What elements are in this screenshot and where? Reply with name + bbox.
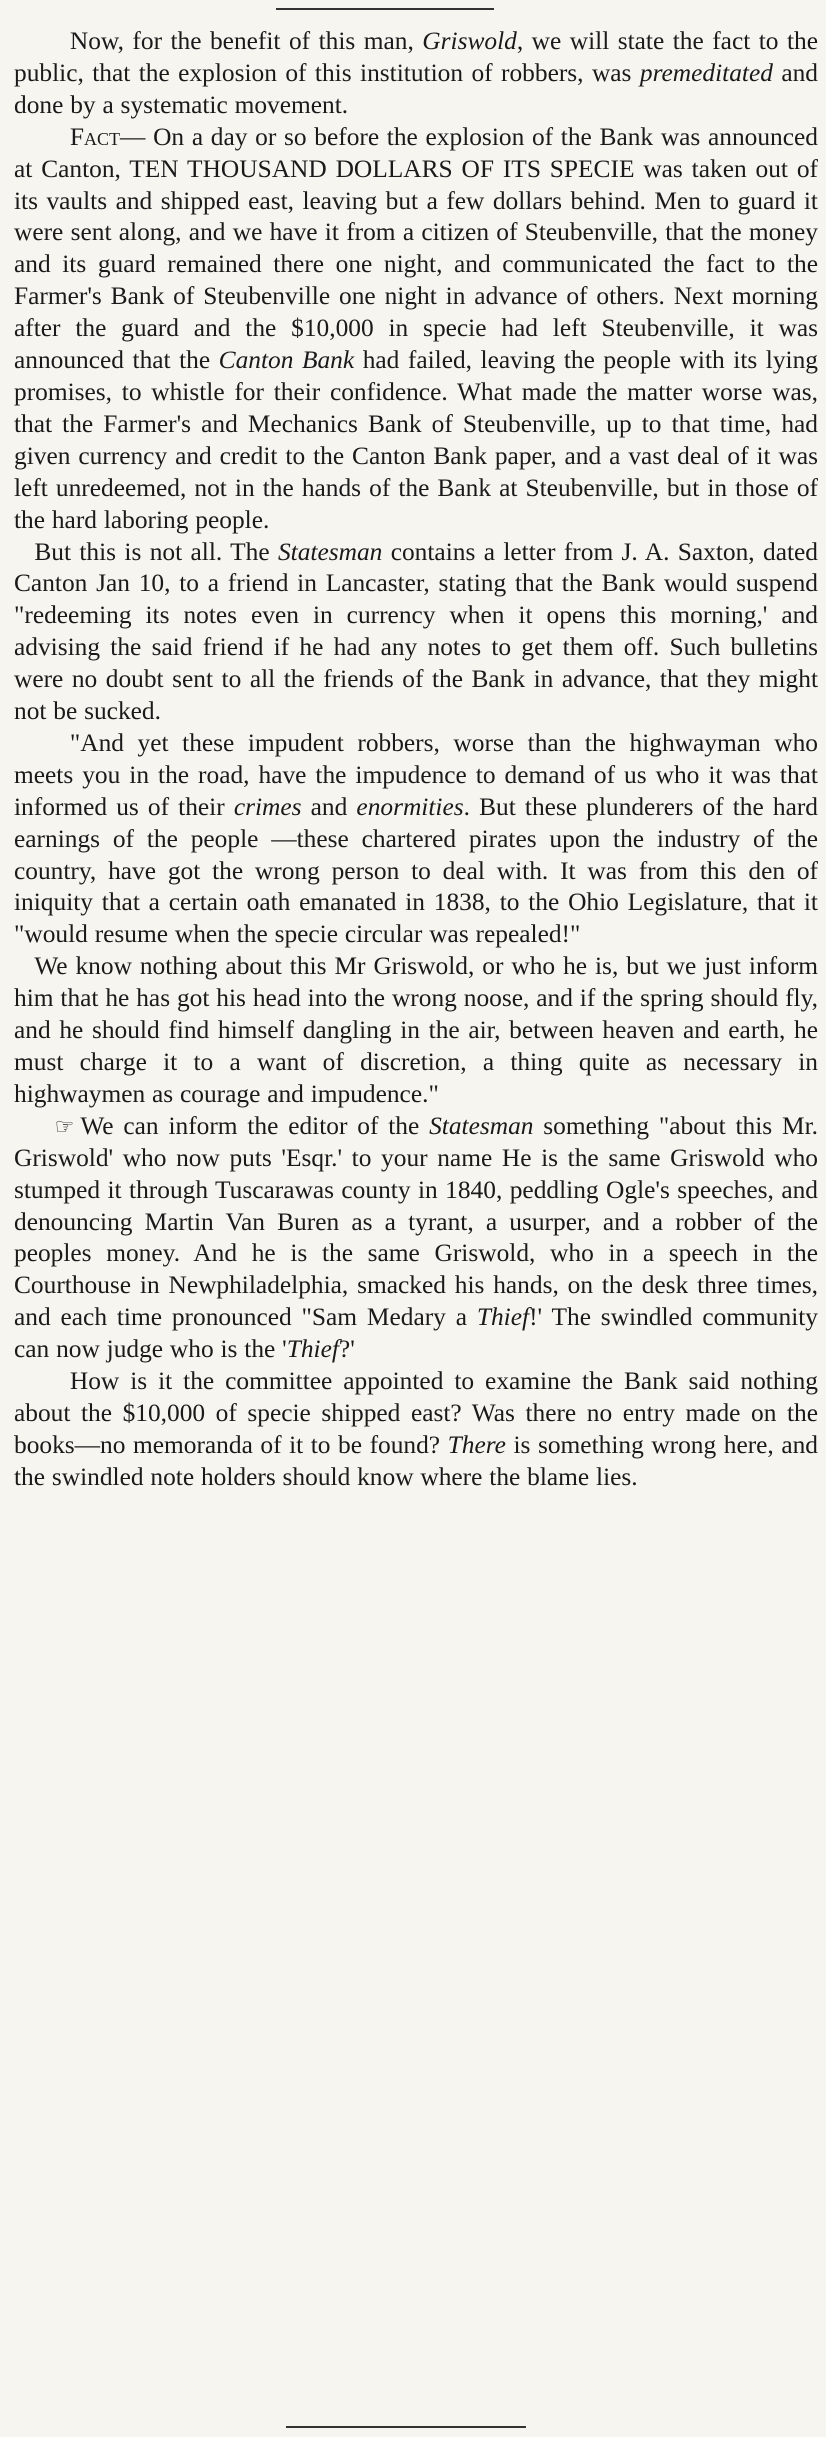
text-run: — On a day or so before the explosion of the Bank was announced at Canton, TEN THOUSAND DOLLARS OF ITS SPECIE was taken out of its vaults and shipped east, leaving but a few dollars behind. Men to guard it were sent along, and we have it from a citizen of Steubenville, that the money and its guard remained there one night, and communicated the fact to the Farmer's Bank of Steubenville one night in advance of others. Next morning after the guard and the $10,000 in specie had left Steubenville, it was announced that the — [14, 122, 818, 375]
text-run: enormities — [356, 792, 464, 821]
text-run: Griswold — [422, 27, 517, 55]
text-run: !' The swindled community can now judge who is the ' — [14, 1303, 819, 1364]
para-statesman — [14, 537, 818, 728]
text-run: and done by a systematic movement. — [14, 58, 818, 119]
text-run: Thief — [286, 1335, 339, 1364]
para-noose — [14, 951, 818, 1111]
text-run: Canton Bank — [218, 346, 355, 375]
text-run: , we will state the fact to the public, that the explosion of this institution of robbers, was — [14, 27, 818, 87]
top-divider-rule — [276, 8, 494, 10]
text-run: Fact — [69, 122, 120, 151]
text-run: We know nothing about this Mr Griswold, or who he is, but we just inform him that he has got his head into the wrong noose, and if the spring should fly, and he should find himself dangling in the air, between heaven and earth, he must charge it to a want of discretion, a thing quite as necessary in highwaymen as courage and impudence." — [14, 952, 818, 1108]
text-run: But this is not all. The — [34, 537, 278, 566]
text-run: There — [447, 1430, 506, 1459]
para-editor — [14, 1111, 818, 1366]
article-body — [14, 26, 818, 1494]
text-run: ?' — [338, 1335, 355, 1364]
text-run: and — [301, 792, 357, 821]
para-committee — [14, 1366, 818, 1494]
para-fact — [14, 122, 818, 537]
para-impudent — [14, 728, 818, 951]
text-run: is something wrong here, and the swindled note holders should know where the blame lies. — [14, 1430, 818, 1491]
text-run: Thief — [476, 1303, 530, 1332]
text-run: Statesman — [429, 1111, 534, 1140]
text-run: Statesman — [277, 537, 383, 566]
text-run: "And yet these impudent robbers, worse than the highwayman who meets you in the road, have the impudence to demand of us who it was that informed us of their — [14, 728, 818, 821]
text-run: Now, for the benefit of this man, — [69, 27, 423, 55]
pointing-hand-icon: ☞ — [54, 1113, 75, 1139]
para-intro — [14, 26, 818, 122]
text-run: We can inform the editor of the — [80, 1111, 430, 1140]
text-run: contains a letter from J. A. Saxton, dated Canton Jan 10, to a friend in Lancaster, stating that the Bank would suspend "redeeming its notes even in currency when it opens this morning,' and advising the said friend if he had any notes to get them off. Such bulletins were no doubt sent to all the friends of the Bank in advance, that they might not be sucked. — [14, 537, 819, 726]
text-run: . But these plunderers of the hard earnings of the people —these chartered pirates upon the industry of the country, have got the wrong person to deal with. It was from this den of iniquity that a certain oath emanated in 1838, to the Ohio Legislature, that it "would resume when the specie circular was repealed!" — [14, 792, 818, 949]
text-run: How is it the committee appointed to examine the Bank said nothing about the $10,000 of specie shipped east? Was there no entry made on the books—no memoranda of it to be found? — [14, 1367, 818, 1459]
text-run: crimes — [233, 792, 302, 821]
text-run: something "about this Mr. Griswold' who now puts 'Esqr.' to your name He is the same Griswold who stumped it through Tuscarawas county in 1840, peddling Ogle's speeches, and denouncing Martin Van Buren as a tyrant, a usurper, and a robber of the peoples money. And he is the same Griswold, who in a speech in the Courthouse in Newphiladelphia, smacked his hands, on the desk three times, and each time pronounced "Sam Medary a — [14, 1111, 818, 1332]
text-run: premeditated — [639, 58, 773, 87]
text-run: had failed, leaving the people with its lying promises, to whistle for their confidence. What made the matter worse was, that the Farmer's and Mechanics Bank of Steubenville, up to that time, had given currency and credit to the Canton Bank paper, and a vast deal of it was left unredeemed, not in the hands of the Bank at Steubenville, but in those of the hard laboring people. — [14, 346, 818, 534]
bottom-divider-rule — [286, 2426, 526, 2428]
